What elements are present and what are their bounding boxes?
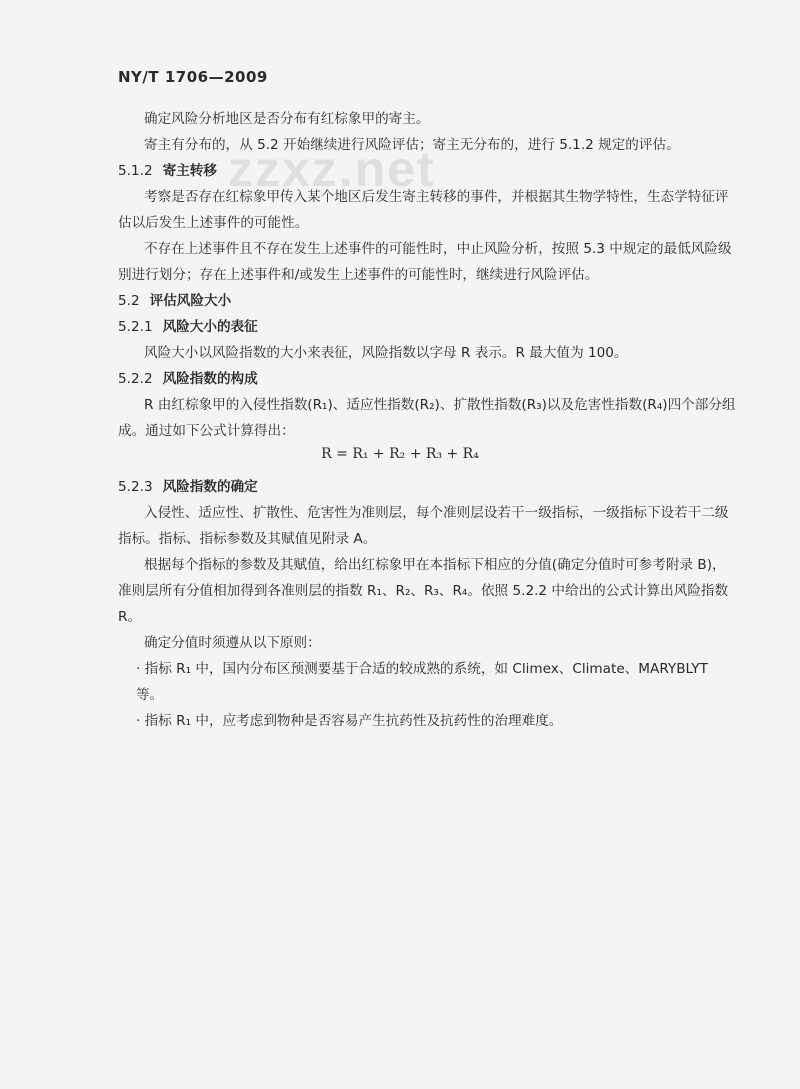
- list-item: · 指标 R₁ 中，国内分布区预测要基于合适的较成熟的系统，如 Climex、Climate、MARYBLYT 等。: [136, 661, 708, 703]
- heading-5-2-1: 5.2.1 风险大小的表征: [118, 319, 258, 335]
- heading-5-2-2: 5.2.2 风险指数的构成: [118, 371, 258, 387]
- paragraph: 考察是否存在红棕象甲传入某个地区后发生寄主转移的事件，并根据其生物学特性，生态学特征评估以后发生上述事件的可能性。: [118, 189, 729, 231]
- paragraph: 根据每个指标的参数及其赋值，给出红棕象甲在本指标下相应的分值(确定分值时可参考附录 B)，准则层所有分值相加得到各准则层的指数 R₁、R₂、R₃、R₄。依照 5.2.2 中给出的公式计算出风险指数 R。: [118, 557, 729, 625]
- heading-5-1-2: 5.1.2 寄主转移: [118, 163, 217, 179]
- paragraph: 确定风险分析地区是否分布有红棕象甲的寄主。: [144, 111, 430, 127]
- heading-5-2-3: 5.2.3 风险指数的确定: [118, 479, 258, 495]
- paragraph: R 由红棕象甲的入侵性指数(R₁)、适应性指数(R₂)、扩散性指数(R₃)以及危害性指数(R₄)四个部分组成。通过如下公式计算得出：: [118, 397, 736, 439]
- list-item: · 指标 R₁ 中，应考虑到物种是否容易产生抗药性及抗药性的治理难度。: [136, 713, 563, 729]
- paragraph: 寄主有分布的，从 5.2 开始继续进行风险评估；寄主无分布的，进行 5.1.2 规定的评估。: [144, 137, 680, 153]
- standard-header: NY/T 1706—2009: [118, 68, 268, 86]
- paragraph: 入侵性、适应性、扩散性、危害性为准则层，每个准则层设若干一级指标，一级指标下设若干二级指标。指标、指标参数及其赋值见附录 A。: [118, 505, 729, 547]
- watermark: zzxz.net: [228, 141, 436, 197]
- paragraph: 风险大小以风险指数的大小来表征，风险指数以字母 R 表示。R 最大值为 100。: [144, 345, 628, 361]
- formula: R = R₁ + R₂ + R₃ + R₄: [321, 446, 479, 462]
- heading-5-2: 5.2 评估风险大小: [118, 293, 232, 309]
- paragraph: 确定分值时须遵从以下原则：: [144, 635, 321, 651]
- paragraph: 不存在上述事件且不存在发生上述事件的可能性时，中止风险分析，按照 5.3 中规定的最低风险级别进行划分；存在上述事件和/或发生上述事件的可能性时，继续进行风险评估。: [118, 241, 732, 283]
